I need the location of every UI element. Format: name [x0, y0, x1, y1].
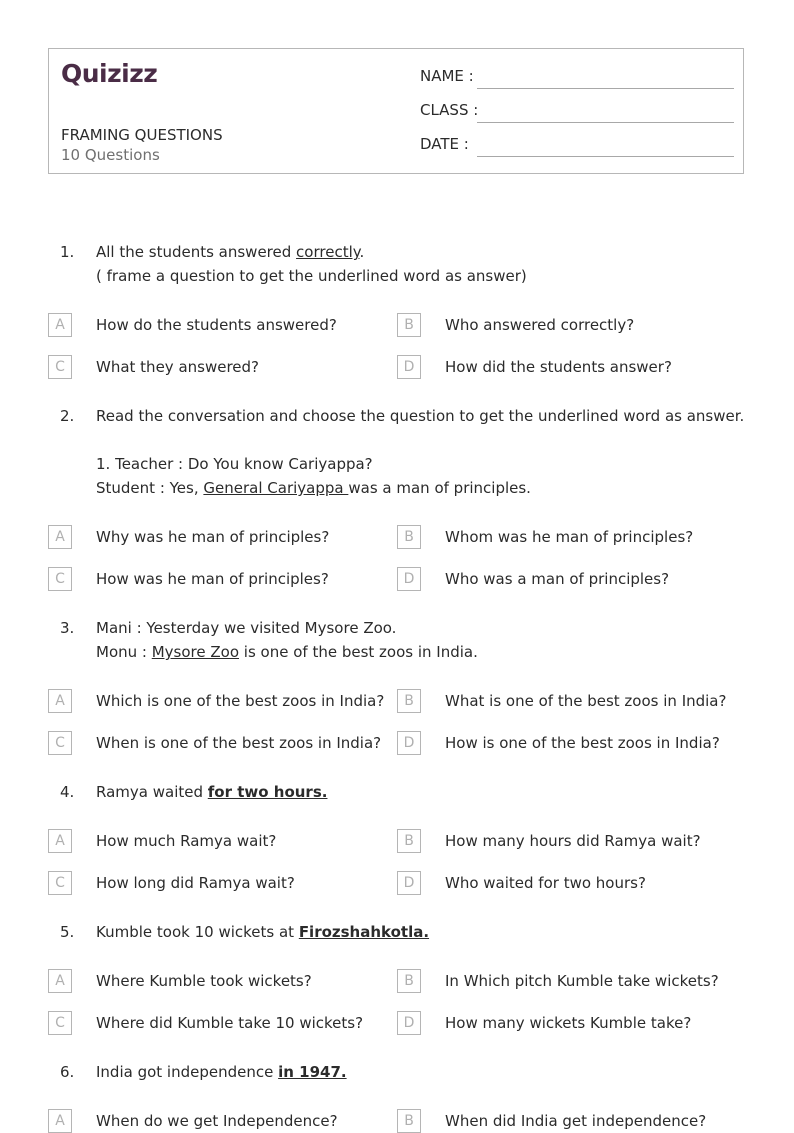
question-line — [96, 404, 746, 428]
text-segment: Ramya waited — [96, 783, 208, 801]
option-letter-box[interactable]: D — [397, 731, 421, 755]
option-letter-box[interactable]: B — [397, 969, 421, 993]
option-text: How long did Ramya wait? — [96, 874, 295, 892]
option-text: Which is one of the best zoos in India? — [96, 692, 385, 710]
question-number: 5. — [60, 923, 75, 941]
question-line — [96, 616, 746, 640]
option-letter-box[interactable]: A — [48, 525, 72, 549]
text-segment: . — [359, 243, 365, 261]
text-segment: All the students answered — [96, 243, 297, 261]
option-text: What is one of the best zoos in India? — [445, 692, 727, 710]
option-text: Who waited for two hours? — [445, 874, 646, 892]
option-text: Who answered correctly? — [445, 316, 635, 334]
option-text: Where did Kumble take 10 wickets? — [96, 1014, 364, 1032]
option-text: How is one of the best zoos in India? — [445, 734, 720, 752]
option-letter-box[interactable]: B — [397, 525, 421, 549]
class-label: CLASS : — [420, 101, 479, 119]
option-letter-box[interactable]: D — [397, 871, 421, 895]
option-text: Who was a man of principles? — [445, 570, 670, 588]
option-text: Why was he man of principles? — [96, 528, 330, 546]
option-letter-box[interactable]: A — [48, 969, 72, 993]
option-text: Whom was he man of principles? — [445, 528, 694, 546]
underlined-answer: in 1947. — [278, 1063, 347, 1081]
class-field — [420, 101, 734, 125]
option-letter-box[interactable]: A — [48, 829, 72, 853]
text-segment: 1. Teacher : Do You know Cariyappa? — [96, 455, 373, 473]
question-text — [96, 404, 746, 500]
text-segment: Student : Yes, — [96, 479, 204, 497]
question-line — [96, 780, 746, 804]
text-segment: is one of the best zoos in India. — [239, 643, 478, 661]
question-number: 6. — [60, 1063, 75, 1081]
date-line[interactable] — [477, 156, 734, 157]
question-line — [96, 240, 746, 264]
option-text: In Which pitch Kumble take wickets? — [445, 972, 719, 990]
question-text — [96, 1060, 746, 1084]
worksheet-header — [48, 48, 744, 174]
option-letter-box[interactable]: C — [48, 871, 72, 895]
option-letter-box[interactable]: B — [397, 829, 421, 853]
underlined-answer: General Cariyappa — [203, 479, 349, 497]
question-number: 4. — [60, 783, 75, 801]
question-line — [96, 264, 746, 288]
option-letter-box[interactable]: B — [397, 1109, 421, 1133]
option-letter-box[interactable]: D — [397, 567, 421, 591]
option-letter-box[interactable]: B — [397, 313, 421, 337]
underlined-answer: correctly — [296, 243, 360, 261]
question-line — [96, 640, 746, 664]
option-letter-box[interactable]: A — [48, 1109, 72, 1133]
option-letter-box[interactable]: C — [48, 567, 72, 591]
option-text: How was he man of principles? — [96, 570, 329, 588]
option-letter-box[interactable]: D — [397, 355, 421, 379]
underlined-answer: Mysore Zoo — [151, 643, 240, 661]
option-text: What they answered? — [96, 358, 260, 376]
option-letter-box[interactable]: A — [48, 689, 72, 713]
option-text: When do we get Independence? — [96, 1112, 338, 1130]
question-text — [96, 240, 746, 288]
option-text: When is one of the best zoos in India? — [96, 734, 382, 752]
quizizz-logo: Quizizz — [61, 59, 158, 88]
option-text: When did India get independence? — [445, 1112, 707, 1130]
question-text — [96, 920, 746, 944]
option-text: How many hours did Ramya wait? — [445, 832, 701, 850]
question-text — [96, 616, 746, 664]
name-label: NAME : — [420, 67, 474, 85]
question-line — [96, 476, 746, 500]
question-count: 10 Questions — [61, 146, 160, 164]
class-line[interactable] — [477, 122, 734, 123]
text-segment: India got independence — [96, 1063, 279, 1081]
text-segment: Read the conversation and choose the question to get the underlined word as answer. — [96, 407, 745, 425]
underlined-answer: Firozshahkotla. — [298, 923, 430, 941]
name-line[interactable] — [477, 88, 734, 89]
question-line — [96, 1060, 746, 1084]
worksheet-title: FRAMING QUESTIONS — [61, 126, 223, 144]
date-label: DATE : — [420, 135, 469, 153]
option-text: Where Kumble took wickets? — [96, 972, 312, 990]
text-segment: was a man of principles. — [348, 479, 531, 497]
text-segment: Monu : — [96, 643, 152, 661]
text-segment: Mani : Yesterday we visited Mysore Zoo. — [96, 619, 397, 637]
option-text: How do the students answered? — [96, 316, 337, 334]
question-line — [96, 920, 746, 944]
option-text: How many wickets Kumble take? — [445, 1014, 692, 1032]
option-letter-box[interactable]: C — [48, 1011, 72, 1035]
option-letter-box[interactable]: A — [48, 313, 72, 337]
underlined-answer: for two hours. — [207, 783, 328, 801]
text-segment: Kumble took 10 wickets at — [96, 923, 299, 941]
question-number: 3. — [60, 619, 75, 637]
question-text — [96, 780, 746, 804]
option-text: How much Ramya wait? — [96, 832, 277, 850]
option-letter-box[interactable]: B — [397, 689, 421, 713]
question-number: 2. — [60, 407, 75, 425]
text-segment: ( frame a question to get the underlined word as answer) — [96, 267, 527, 285]
option-letter-box[interactable]: C — [48, 731, 72, 755]
date-field — [420, 135, 734, 159]
option-letter-box[interactable]: C — [48, 355, 72, 379]
question-line — [96, 452, 746, 476]
name-field — [420, 67, 734, 91]
question-number: 1. — [60, 243, 75, 261]
option-letter-box[interactable]: D — [397, 1011, 421, 1035]
option-text: How did the students answer? — [445, 358, 672, 376]
